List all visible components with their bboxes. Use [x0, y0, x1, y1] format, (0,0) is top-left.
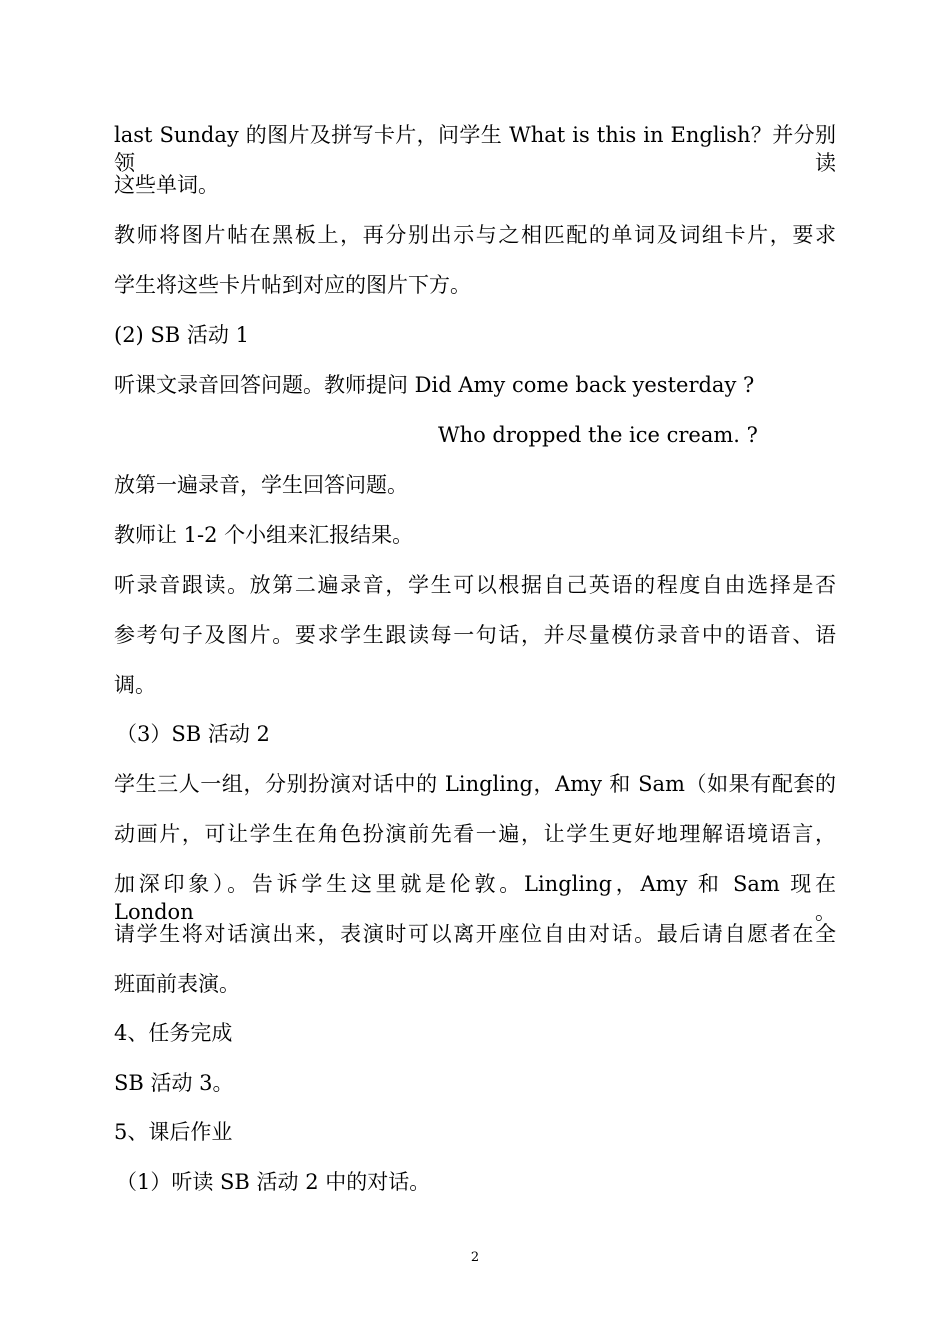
- section-heading-5: 5、课后作业: [114, 1120, 233, 1144]
- text-line-15: 动画片，可让学生在角色扮演前先看一遍，让学生更好地理解语境语言，: [114, 822, 836, 846]
- text-line-22: （1）听读 SB 活动 2 中的对话。: [116, 1170, 431, 1194]
- text-line-11: 参考句子及图片。要求学生跟读每一句话，并尽量模仿录音中的语音、语: [114, 623, 836, 647]
- section-heading-2: (2) SB 活动 1: [114, 323, 249, 347]
- text-line-1: last Sunday 的图片及拼写卡片，问学生 What is this in English？并分别领读: [114, 123, 836, 175]
- text-line-4: 学生将这些卡片帖到对应的图片下方。: [114, 273, 471, 297]
- text-line-2: 这些单词。: [114, 173, 219, 197]
- text-line-9: 教师让 1-2 个小组来汇报结果。: [114, 523, 414, 547]
- text-line-12: 调。: [114, 673, 156, 697]
- text-line-8: 放第一遍录音，学生回答问题。: [114, 473, 408, 497]
- text-line-18: 班面前表演。: [114, 972, 240, 996]
- text-line-16: 加深印象）。告诉学生这里就是伦敦。Lingling，Amy 和 Sam 现在 London。: [114, 872, 836, 924]
- text-line-20: SB 活动 3。: [114, 1071, 234, 1095]
- text-line-7: Who dropped the ice cream. ?: [438, 423, 758, 447]
- section-heading-4: 4、任务完成: [114, 1021, 233, 1045]
- text-line-17: 请学生将对话演出来，表演时可以离开座位自由对话。最后请自愿者在全: [114, 922, 836, 946]
- page-number: 2: [470, 1250, 480, 1265]
- text-line-14: 学生三人一组，分别扮演对话中的 Lingling，Amy 和 Sam（如果有配套的: [114, 772, 836, 796]
- section-heading-3: （3）SB 活动 2: [116, 722, 270, 746]
- text-line-6: 听课文录音回答问题。教师提问 Did Amy come back yesterday ?: [114, 373, 755, 397]
- text-line-3: 教师将图片帖在黑板上，再分别出示与之相匹配的单词及词组卡片，要求: [114, 223, 836, 247]
- text-line-10: 听录音跟读。放第二遍录音，学生可以根据自己英语的程度自由选择是否: [114, 573, 836, 597]
